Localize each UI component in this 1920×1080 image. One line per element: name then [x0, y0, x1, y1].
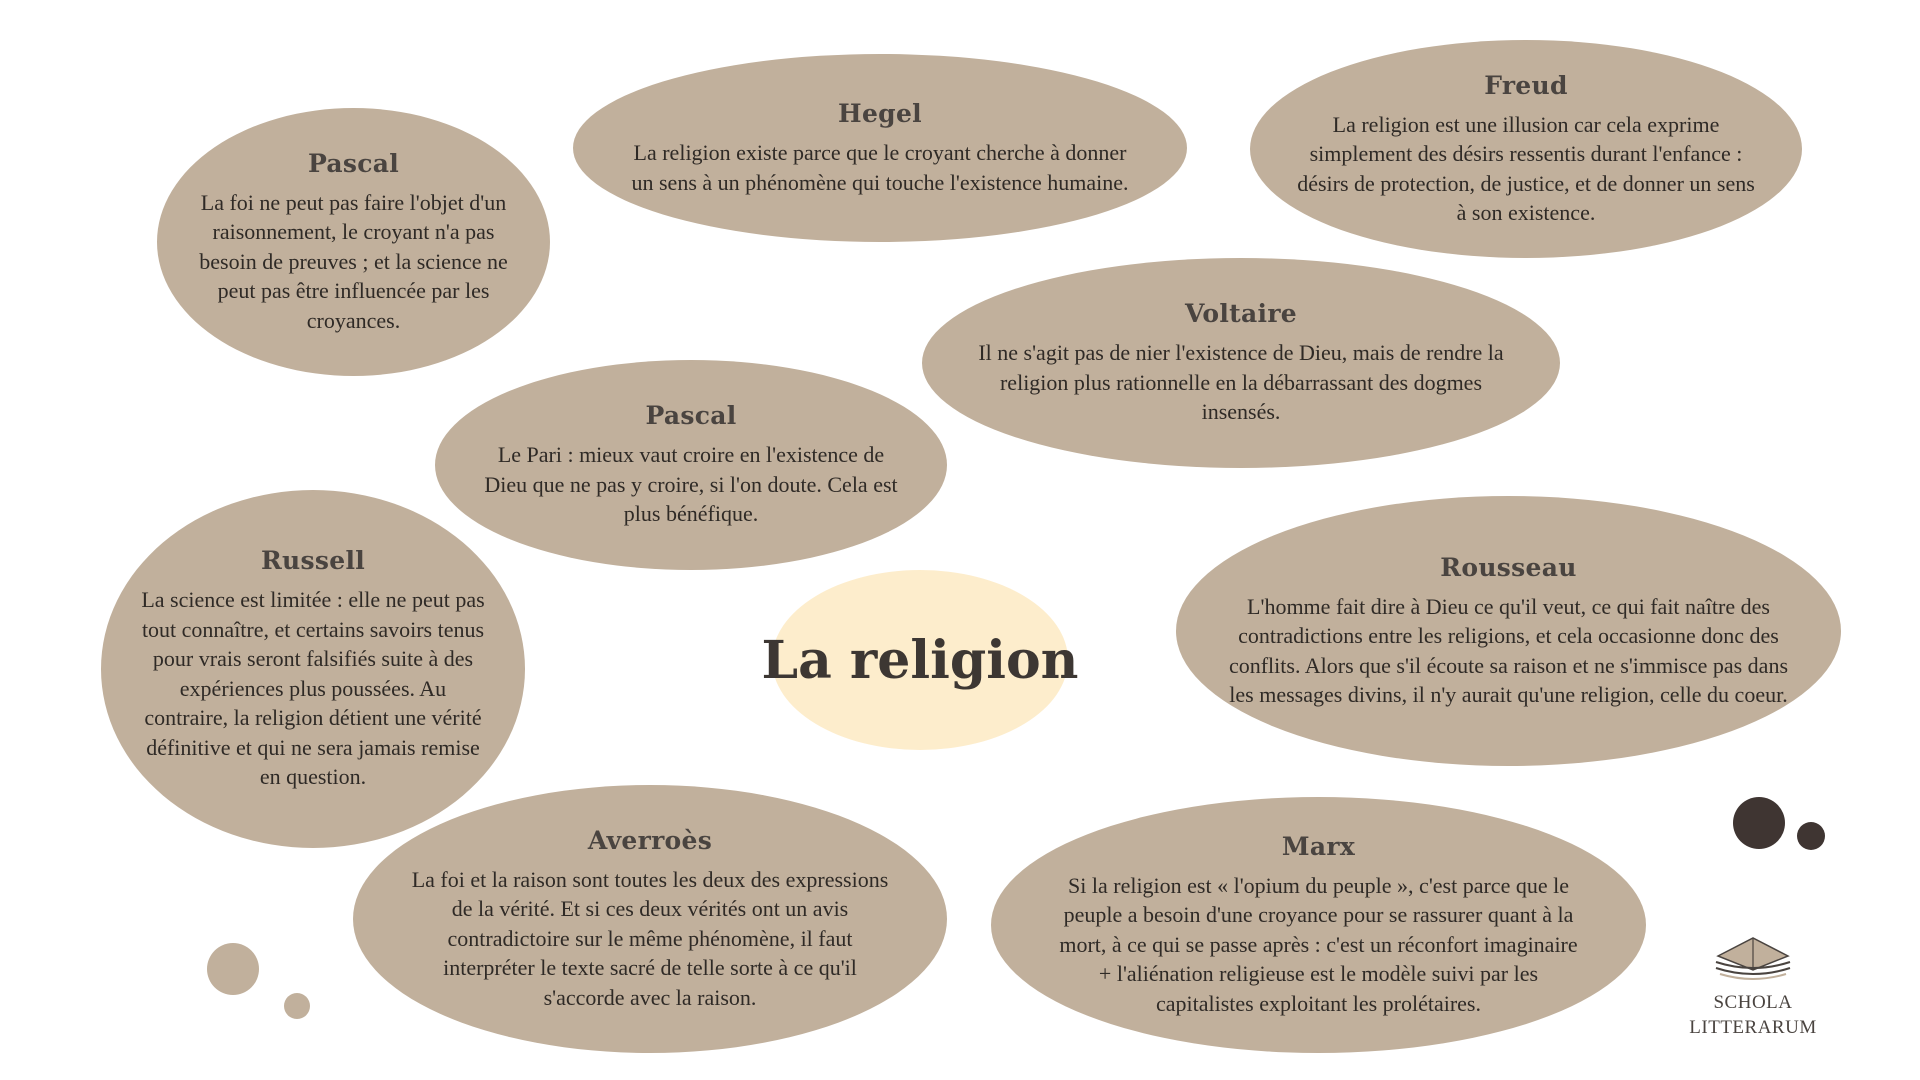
rousseau-text: L'homme fait dire à Dieu ce qu'il veut, ce qui fait naître des contradictions entre les religions, et cela occasionne donc des conflits. Alors que s'il écoute sa raison et ne s'immisce pas dans les messages divins, il n'y aurait qu'une religion, celle du coeur. — [1228, 593, 1789, 707]
freud-text: La religion est une illusion car cela exprime simplement des désirs ressentis durant l'enfance : désirs de protection, de justice, et de donner un sens à son existence. — [1297, 111, 1755, 225]
averroes-name: Averroès — [587, 825, 713, 855]
averroes-text: La foi et la raison sont toutes les deux des expressions de la vérité. Et si ces deux vérités ont un avis contradictoire sur le même phénomène, il faut interpréter le texte sacré de telle sorte à ce qu'il s'accorde avec la raison. — [411, 866, 889, 1010]
light-dot-large — [207, 943, 259, 995]
russell-text: La science est limitée : elle ne peut pas tout connaître, et certains savoirs tenus pour vrais seront falsifiés suite à des expériences plus poussées. Au contraire, la religion détient une vérité définitive et qui ne sera jamais remise en question. — [141, 587, 485, 790]
logo-line-1: SCHOLA — [1713, 992, 1793, 1013]
pascal-2-text: Le Pari : mieux vaut croire en l'existence de Dieu que ne pas y croire, si l'on doute. Cela est plus bénéfique. — [484, 442, 898, 527]
voltaire-bubble — [922, 258, 1560, 468]
pascal-1-text: La foi ne peut pas faire l'objet d'un raisonnement, le croyant n'a pas besoin de preuves ; et la science ne peut pas être influencée par les croyances. — [199, 189, 508, 333]
center-bubble — [761, 570, 1079, 750]
averroes-bubble — [353, 785, 947, 1053]
voltaire-name: Voltaire — [1185, 299, 1297, 329]
center-title: La religion — [761, 629, 1079, 691]
voltaire-text: Il ne s'agit pas de nier l'existence de Dieu, mais de rendre la religion plus rationnelle en la débarrassant des dogmes insensés. — [978, 340, 1504, 425]
dark-dot-small — [1797, 822, 1825, 850]
book-stack-icon — [1708, 930, 1798, 986]
dark-dot-large — [1733, 797, 1785, 849]
pascal-1-bubble — [157, 108, 550, 376]
hegel-bubble — [573, 54, 1187, 242]
russell-name: Russell — [260, 546, 366, 576]
freud-bubble — [1250, 40, 1802, 258]
pascal-2-bubble — [435, 360, 947, 570]
rousseau-bubble — [1176, 496, 1841, 766]
schola-litterarum-logo — [1688, 930, 1818, 1040]
logo-line-2: LITTERARUM — [1689, 1017, 1817, 1038]
russell-bubble — [101, 490, 525, 848]
light-dot-small — [284, 993, 310, 1019]
marx-name: Marx — [1281, 831, 1356, 861]
marx-text: Si la religion est « l'opium du peuple », c'est parce que le peuple a besoin d'une croyance pour se rassurer quant à la mort, à ce qui se passe après : c'est un réconfort imaginaire + l'aliénation religieuse est le modèle suivi par les capitalistes exploitant les prolétaires. — [1059, 872, 1578, 1016]
pascal-1-name: Pascal — [307, 148, 400, 178]
marx-bubble — [991, 797, 1646, 1053]
hegel-text: La religion existe parce que le croyant cherche à donner un sens à un phénomène qui touche l'existence humaine. — [631, 140, 1129, 195]
pascal-2-name: Pascal — [645, 401, 737, 431]
rousseau-name: Rousseau — [1440, 552, 1577, 582]
freud-name: Freud — [1484, 70, 1568, 100]
hegel-name: Hegel — [838, 99, 922, 128]
